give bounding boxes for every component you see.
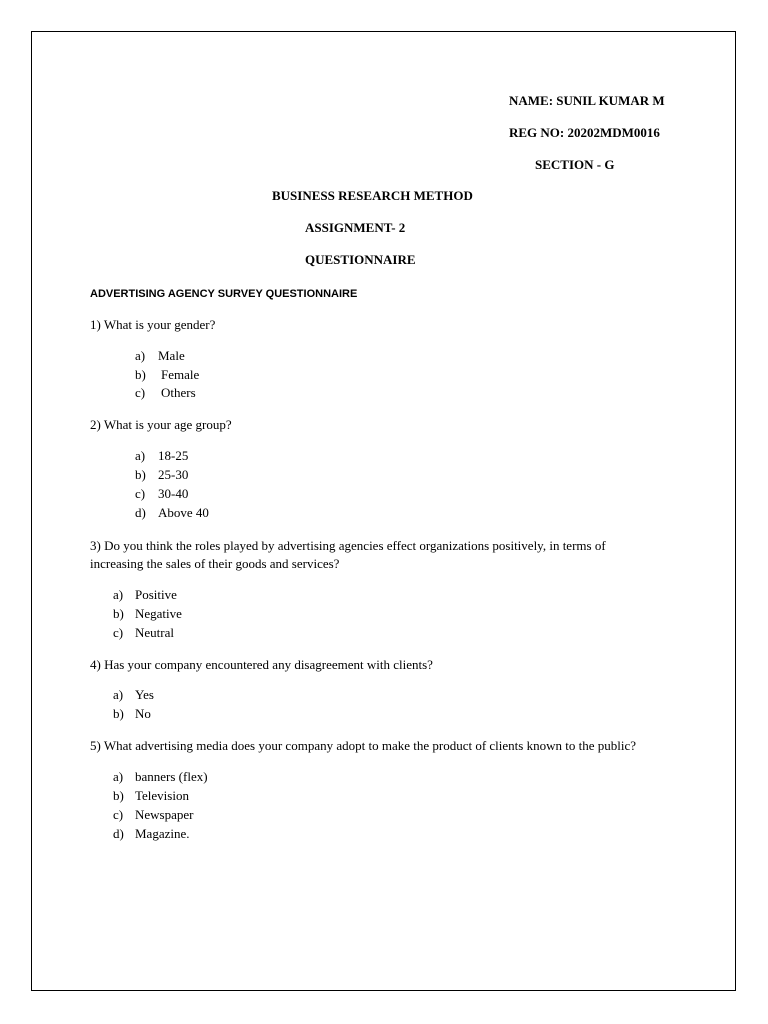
option-text: banners (flex)	[135, 769, 208, 784]
question-3-line-2: increasing the sales of their goods and services?	[90, 556, 340, 571]
section-label: SECTION - G	[535, 157, 615, 172]
option-letter: a)	[113, 587, 124, 602]
survey-title: ADVERTISING AGENCY SURVEY QUESTIONNAIRE	[90, 288, 358, 300]
option-letter: c)	[135, 486, 146, 501]
option-letter: b)	[113, 706, 124, 721]
option-letter: b)	[113, 788, 124, 803]
question-4: 4) Has your company encountered any disagreement with clients?	[90, 657, 433, 672]
option-letter: d)	[135, 505, 146, 520]
option-text: 18-25	[158, 448, 189, 463]
option-letter: c)	[135, 385, 146, 400]
option-letter: a)	[113, 769, 124, 784]
student-name: NAME: SUNIL KUMAR M	[509, 93, 665, 108]
option-letter: c)	[113, 807, 124, 822]
assignment-title: ASSIGNMENT- 2	[305, 220, 406, 235]
option-letter: c)	[113, 625, 124, 640]
option-text: Male	[158, 348, 185, 363]
option-letter: b)	[113, 606, 124, 621]
option-text: Above 40	[158, 505, 209, 520]
option-text: Newspaper	[135, 807, 194, 822]
option-text: No	[135, 706, 151, 721]
question-5: 5) What advertising media does your company adopt to make the product of clients known to the public?	[90, 738, 636, 753]
option-text: Female	[161, 367, 200, 382]
option-text: Negative	[135, 606, 182, 621]
option-letter: b)	[135, 467, 146, 482]
question-2: 2) What is your age group?	[90, 417, 232, 432]
option-text: Positive	[135, 587, 177, 602]
option-text: 30-40	[158, 486, 189, 501]
option-letter: d)	[113, 826, 124, 841]
option-text: Others	[161, 385, 196, 400]
option-text: Television	[135, 788, 189, 803]
option-text: Magazine.	[135, 826, 190, 841]
option-text: Yes	[135, 687, 154, 702]
option-letter: a)	[113, 687, 124, 702]
option-letter: a)	[135, 448, 146, 463]
registration-number: REG NO: 20202MDM0016	[509, 125, 660, 140]
subject-title: BUSINESS RESEARCH METHOD	[272, 188, 473, 203]
option-letter: a)	[135, 348, 146, 363]
question-3-line-1: 3) Do you think the roles played by advertising agencies effect organizations positively, in terms of	[90, 538, 606, 553]
option-text: 25-30	[158, 467, 189, 482]
option-text: Neutral	[135, 625, 174, 640]
option-letter: b)	[135, 367, 146, 382]
document-type-title: QUESTIONNAIRE	[305, 252, 416, 267]
question-1: 1) What is your gender?	[90, 317, 216, 332]
